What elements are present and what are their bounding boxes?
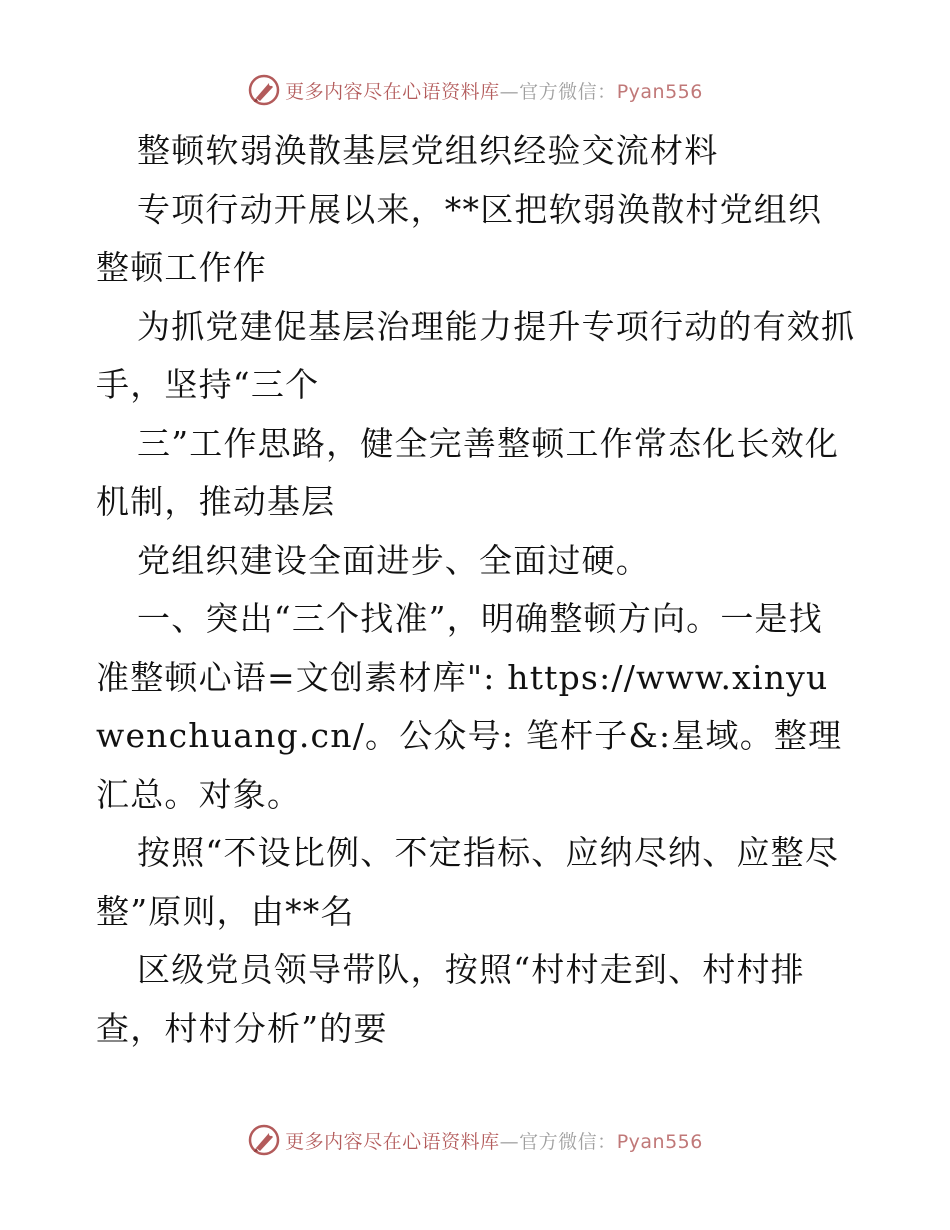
banner-wechat-id: Pyan556 — [616, 80, 703, 103]
paragraph: 党组织建设全面进步、全面过硬。 — [137, 540, 650, 580]
paragraph: 按照“不设比例、不定指标、应纳尽纳、应整尽整”原则，由**名 — [96, 833, 840, 931]
banner-text — [285, 1127, 703, 1154]
paragraph: 专项行动开展以来，**区把软弱涣散村党组织整顿工作作 — [96, 189, 823, 287]
banner-main-text: 更多内容尽在心语资料库 — [285, 1130, 500, 1153]
document-title: 整顿软弱涣散基层党组织经验交流材料 — [137, 131, 719, 170]
pen-nib-logo-icon — [247, 73, 281, 107]
banner-official-label: 官方微信： — [519, 1130, 617, 1153]
document-body — [96, 122, 856, 1058]
paragraph: 为抓党建促基层治理能力提升专项行动的有效抓手，坚持“三个 — [96, 306, 856, 404]
header-banner — [0, 70, 950, 110]
banner-dash: — — [499, 1130, 520, 1153]
paragraph: 三”工作思路，健全完善整顿工作常态化长效化机制，推动基层 — [96, 423, 840, 521]
banner-text — [285, 77, 703, 104]
banner-official-label: 官方微信： — [519, 80, 617, 103]
footer-banner — [0, 1120, 950, 1160]
banner-dash: — — [499, 80, 520, 103]
paragraph: 区级党员领导带队，按照“村村走到、村村排查，村村分析”的要 — [96, 950, 805, 1048]
banner-wechat-id: Pyan556 — [616, 1130, 703, 1153]
paragraph: 一、突出“三个找准”，明确整顿方向。一是找准整顿心语=文创素材库": https://www.xinyuwenchuang.cn/。公众号: 笔杆子&:星域。整理汇总。对象。 — [96, 599, 843, 814]
banner-main-text: 更多内容尽在心语资料库 — [285, 80, 500, 103]
pen-nib-logo-icon — [247, 1123, 281, 1157]
